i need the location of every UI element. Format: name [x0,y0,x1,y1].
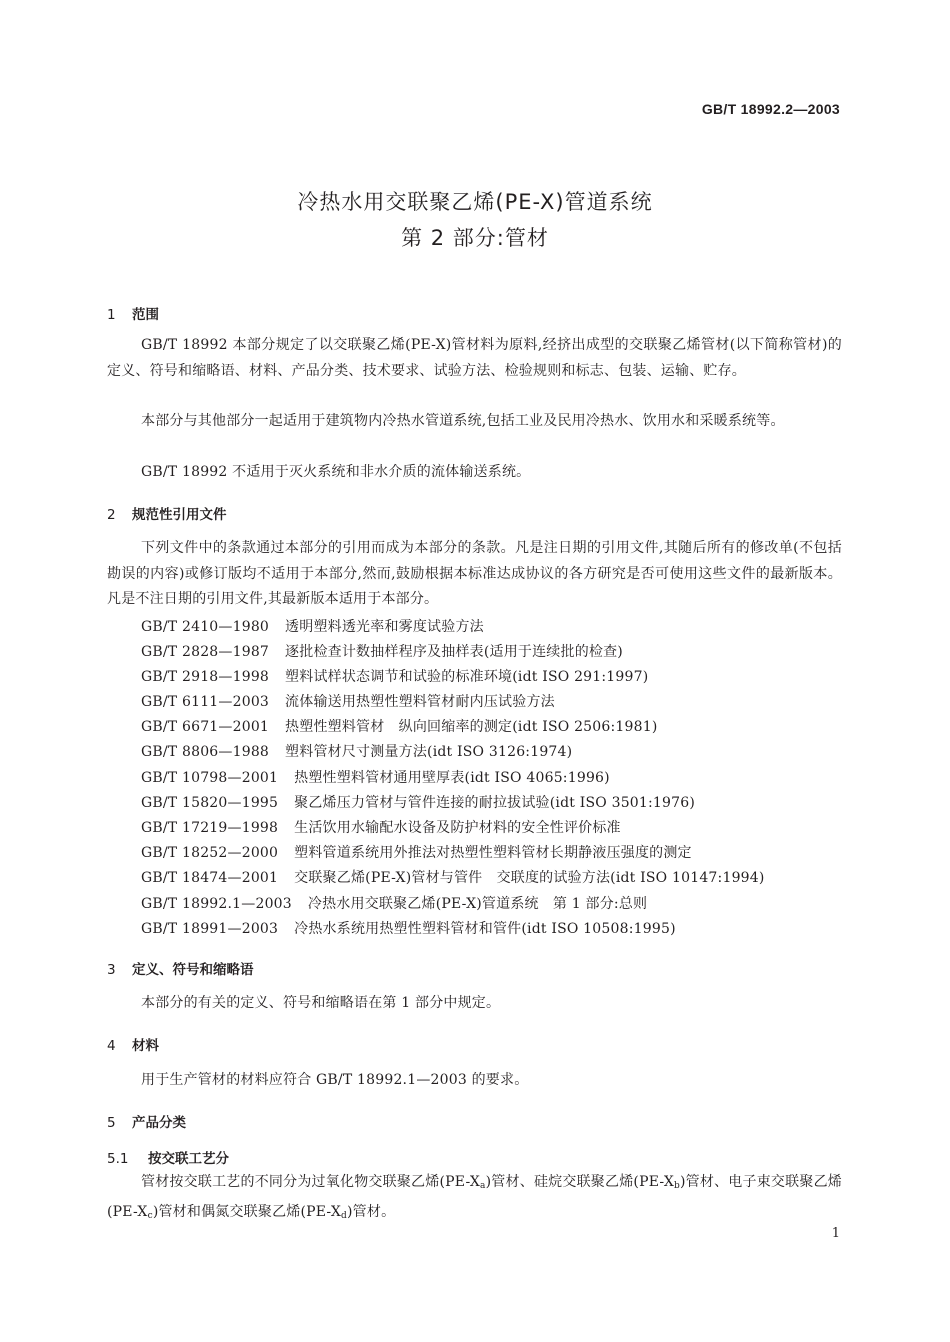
reference-title: 塑料管材尺寸测量方法(idt ISO 3126:1974) [285,744,573,760]
reference-title: 透明塑料透光率和雾度试验方法 [285,619,484,635]
section-title: 产品分类 [132,1115,186,1131]
reference-code: GB/T 18474—2001 [141,870,279,886]
reference-title: 流体输送用热塑性塑料管材耐内压试验方法 [285,694,555,710]
section-title: 范围 [132,307,159,323]
text-segment: )管材。 [347,1203,396,1220]
reference-title: 逐批检查计数抽样程序及抽样表(适用于连续批的检查) [285,644,623,660]
subsection-title: 按交联工艺分 [148,1151,229,1167]
reference-code: GB/T 6671—2001 [141,719,270,735]
reference-code: GB/T 18252—2000 [141,845,279,861]
reference-title: 冷热水系统用热塑性塑料管材和管件(idt ISO 10508:1995) [294,921,676,937]
subscript: a [480,1181,486,1191]
section-number: 2 [107,507,116,523]
reference-code: GB/T 2828—1987 [141,644,270,660]
section-4-heading [107,1034,159,1054]
reference-code: GB/T 2918—1998 [141,669,270,685]
reference-code: GB/T 15820—1995 [141,795,279,811]
reference-code: GB/T 17219—1998 [141,820,279,836]
text-segment: 管材按交联工艺的不同分为过氧化物交联聚乙烯(PE-X [141,1174,481,1190]
subsection-5-1-text [107,1170,842,1229]
reference-item [141,918,676,938]
reference-item [141,641,623,661]
reference-title: 冷热水用交联聚乙烯(PE-X)管道系统 第 1 部分:总则 [307,896,648,912]
reference-item [141,716,658,736]
reference-title: 聚乙烯压力管材与管件连接的耐拉拔试验(idt ISO 3501:1976) [294,795,696,811]
reference-item [141,792,695,812]
section-3-heading [107,958,254,978]
reference-item [141,691,555,711]
section-1-paragraph-2: 本部分与其他部分一起适用于建筑物内冷热水管道系统,包括工业及民用冷热水、饮用水和采暖系统等。 [141,413,785,429]
section-2-heading [107,503,227,523]
reference-title: 塑料管道系统用外推法对热塑性塑料管材长期静液压强度的测定 [294,845,692,861]
reference-code: GB/T 18991—2003 [141,921,279,937]
section-title: 定义、符号和缩略语 [132,962,254,978]
reference-title: 塑料试样状态调节和试验的标准环境(idt ISO 291:1997) [285,669,649,685]
subscript: c [147,1210,153,1221]
reference-item [141,842,692,862]
reference-code: GB/T 2410—1980 [141,619,270,635]
reference-item [141,767,610,787]
reference-item [141,817,621,837]
reference-code: GB/T 8806—1988 [141,744,270,760]
section-number: 5 [107,1115,116,1131]
document-code: GB/T 18992.2—2003 [701,101,840,117]
section-1-paragraph-1: GB/T 18992 本部分规定了以交联聚乙烯(PE-X)管材料为原料,经挤出成型的交联聚乙烯管材(以下简称管材)的定义、符号和缩略语、材料、产品分类、技术要求、试验方法、检验规则和标志、包装、运输、贮存。 [107,337,842,379]
section-3-text: 本部分的有关的定义、符号和缩略语在第 1 部分中规定。 [141,995,501,1011]
document-title: 冷热水用交联聚乙烯(PE-X)管道系统 [297,190,653,214]
reference-code: GB/T 10798—2001 [141,770,279,786]
section-title: 材料 [132,1038,159,1054]
reference-title: 热塑性塑料管材通用壁厚表(idt ISO 4065:1996) [294,770,610,786]
text-segment: )管材、硅烷交联聚乙烯(PE-X [485,1174,674,1190]
reference-item [141,616,484,636]
reference-item [141,741,572,761]
text-segment: )管材和偶氮交联聚乙烯(PE-X [152,1203,342,1220]
section-number: 4 [107,1038,116,1054]
reference-title: 热塑性塑料管材 纵向回缩率的测定(idt ISO 2506:1981) [285,719,658,735]
document-subtitle: 第 2 部分:管材 [401,226,549,250]
reference-item [141,893,647,913]
section-4-text: 用于生产管材的材料应符合 GB/T 18992.1—2003 的要求。 [141,1072,529,1088]
text-segment: )管材、电子束交联聚乙烯(PE-X [107,1174,842,1220]
subsection-number: 5.1 [107,1151,129,1167]
section-number: 1 [107,307,116,323]
section-1-paragraph-3: GB/T 18992 不适用于灭火系统和非水介质的流体输送系统。 [141,464,531,480]
subsection-5-1-heading [107,1147,229,1167]
subscript: b [674,1181,680,1191]
reference-item [141,666,648,686]
reference-code: GB/T 6111—2003 [141,694,270,710]
subscript: d [341,1210,348,1221]
section-number: 3 [107,962,116,978]
page-number: 1 [831,1226,840,1241]
section-1-heading [107,303,159,323]
reference-title: 交联聚乙烯(PE-X)管材与管件 交联度的试验方法(idt ISO 10147:1994) [294,870,765,886]
section-title: 规范性引用文件 [132,507,227,523]
reference-code: GB/T 18992.1—2003 [141,896,292,912]
section-2-intro: 下列文件中的条款通过本部分的引用而成为本部分的条款。凡是注日期的引用文件,其随后所有的修改单(不包括勘误的内容)或修订版均不适用于本部分,然而,鼓励根据本标准达成协议的各方研究是否可使用这些文件的最新版本。凡是不注日期的引用文件,其最新版本适用于本部分。 [107,540,842,607]
reference-title: 生活饮用水输配水设备及防护材料的安全性评价标准 [294,820,621,836]
reference-item [141,867,765,887]
section-5-heading [107,1111,186,1131]
